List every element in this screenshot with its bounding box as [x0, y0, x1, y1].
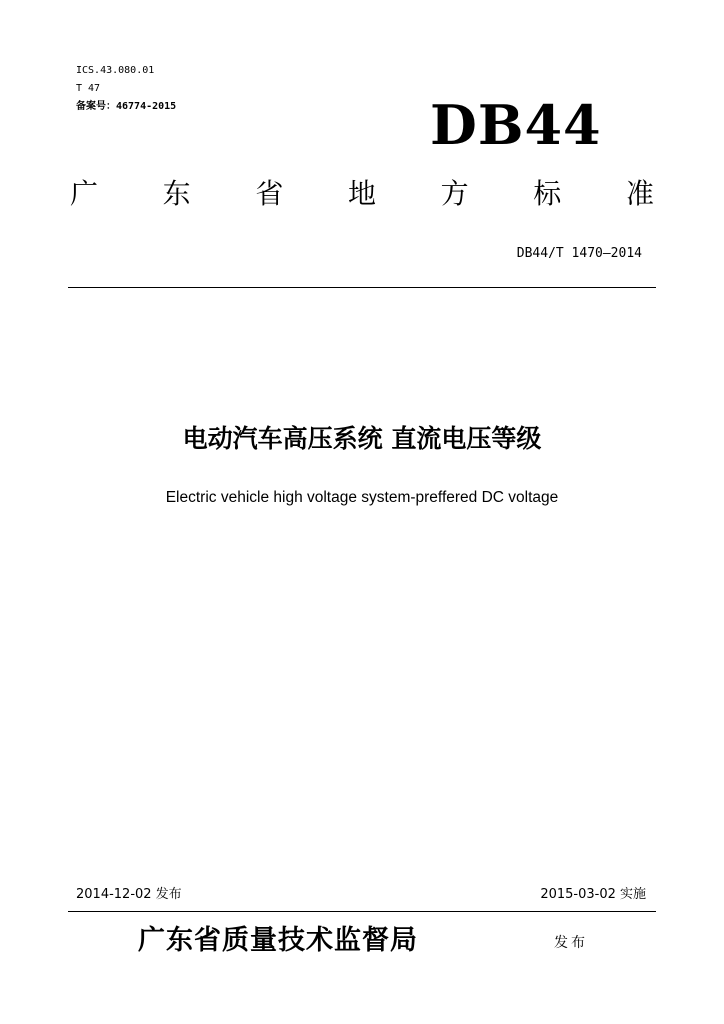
standard-type-heading	[70, 176, 654, 212]
title-english: Electric vehicle high voltage system-preffered DC voltage	[165, 489, 559, 506]
standard-type-char: 标	[533, 177, 562, 210]
classification-code: T 47	[76, 83, 101, 94]
issue-date: 2014-12-02 发布	[76, 887, 182, 902]
standard-type-char: 广	[70, 177, 99, 210]
db44-logo: DB44	[430, 93, 602, 157]
standard-type-char: 省	[255, 177, 284, 210]
bottom-divider	[68, 911, 656, 912]
ics-code: ICS.43.080.01	[76, 65, 155, 76]
standard-type-char: 准	[625, 177, 654, 210]
record-number: 备案号：46774-2015	[76, 101, 177, 112]
standard-type-char: 方	[440, 177, 469, 210]
title-chinese: 电动汽车高压系统 直流电压等级	[182, 424, 542, 453]
standard-type-char: 地	[347, 177, 376, 210]
standard-code: DB44/T 1470—2014	[516, 246, 642, 261]
standard-type-char: 东	[162, 177, 191, 210]
issuing-authority: 广东省质量技术监督局	[138, 925, 418, 956]
top-divider	[68, 287, 656, 288]
implementation-date: 2015-03-02 实施	[540, 887, 646, 902]
issuing-authority-suffix: 发布	[554, 935, 588, 951]
